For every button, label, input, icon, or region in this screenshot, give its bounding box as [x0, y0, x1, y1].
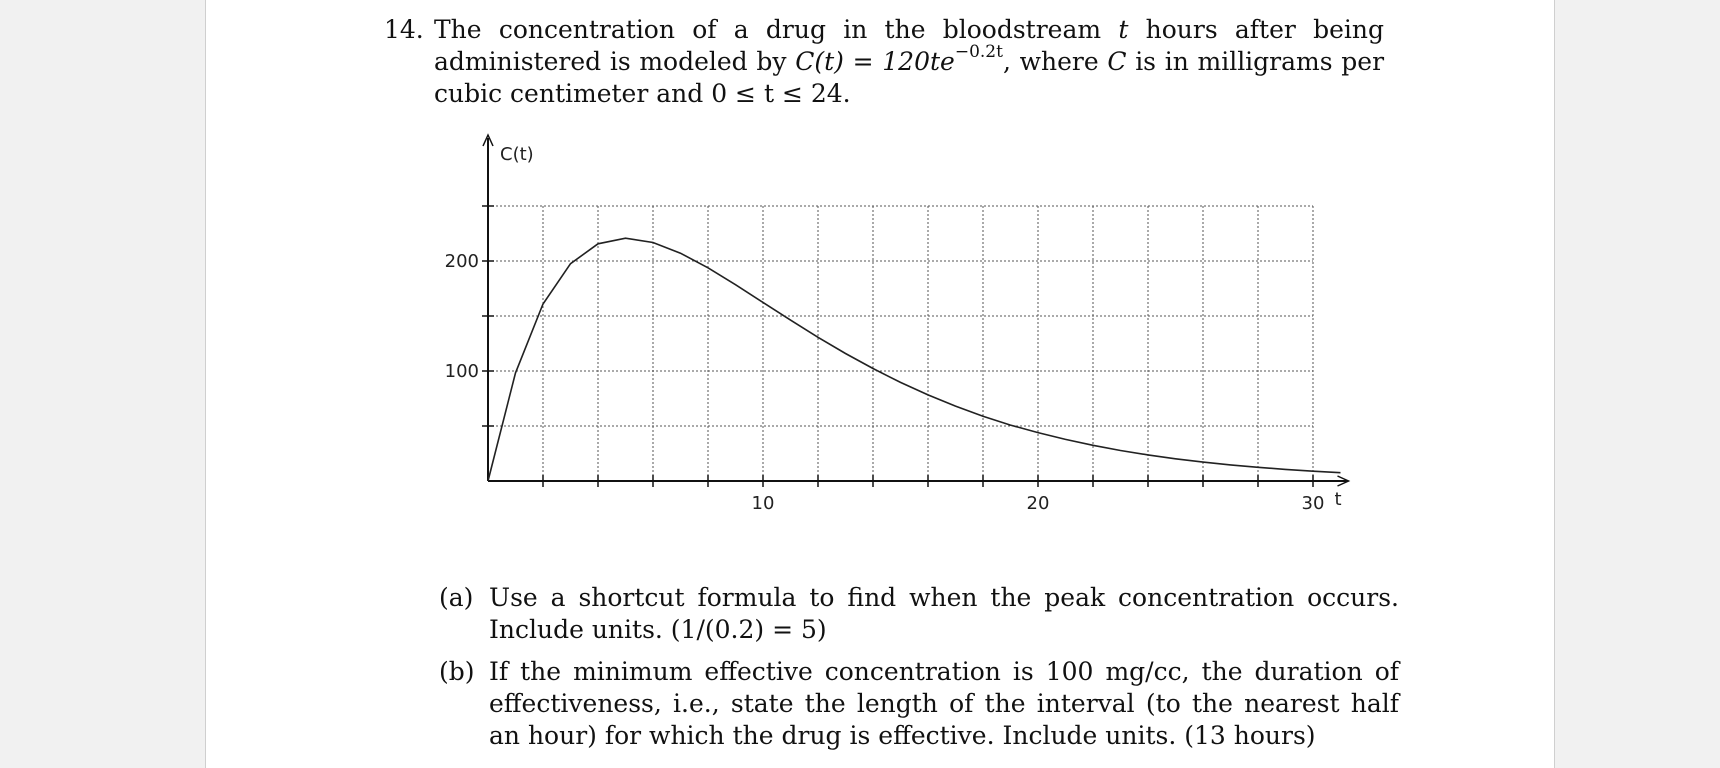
part-a-text: Use a shortcut formula to find when the peak concentration occurs. Include units. (1/(0.2) = 5): [489, 583, 1399, 644]
domain-statement: 0 ≤ t ≤ 24.: [711, 79, 851, 108]
problem-number: 14.: [384, 15, 424, 44]
ticks: [482, 206, 1313, 487]
axes: [483, 135, 1349, 486]
part-a-label: (a): [439, 583, 474, 612]
document-page: [205, 0, 1555, 768]
equals-sign: =: [852, 47, 874, 76]
function-lhs: C(t): [795, 47, 844, 76]
x-tick-label: 30: [1301, 493, 1325, 514]
function-rhs-base: 120te: [882, 47, 955, 76]
tick-labels: [445, 251, 1325, 514]
part-b: [439, 656, 1399, 752]
statement-units: is in milligrams per cubic centimeter and: [434, 47, 1385, 108]
x-tick-label: 10: [751, 493, 775, 514]
problem-statement: [434, 14, 1384, 110]
problem-parts: [439, 582, 1399, 762]
concentration-graph: [402, 130, 1342, 530]
variable-t: t: [1118, 15, 1129, 44]
part-b-text: If the minimum effective concentration is 100 mg/cc, the duration of effectiveness, i.e., state the length of the interval (to the nearest half an hour) for which the drug is effective. Include units. (13 hours): [489, 657, 1399, 750]
statement-where: , where: [1002, 47, 1099, 76]
y-axis-label: C(t): [500, 144, 534, 165]
statement-intro: The concentration of a drug in the bloodstream: [434, 15, 1102, 44]
x-tick-label: 20: [1026, 493, 1050, 514]
part-b-label: (b): [439, 657, 475, 686]
statement-after-t: hours after being administered is modeled by: [434, 15, 1384, 76]
x-axis-label: t: [1334, 489, 1342, 510]
concentration-curve: [488, 238, 1341, 481]
y-tick-label: 100: [444, 361, 479, 382]
function-rhs: [882, 41, 1003, 76]
grid-lines: [488, 206, 1313, 481]
y-tick-label: 200: [444, 251, 479, 272]
variable-C: C: [1107, 47, 1127, 76]
function-rhs-exponent: −0.2t: [954, 41, 1003, 62]
part-a: [439, 582, 1399, 646]
